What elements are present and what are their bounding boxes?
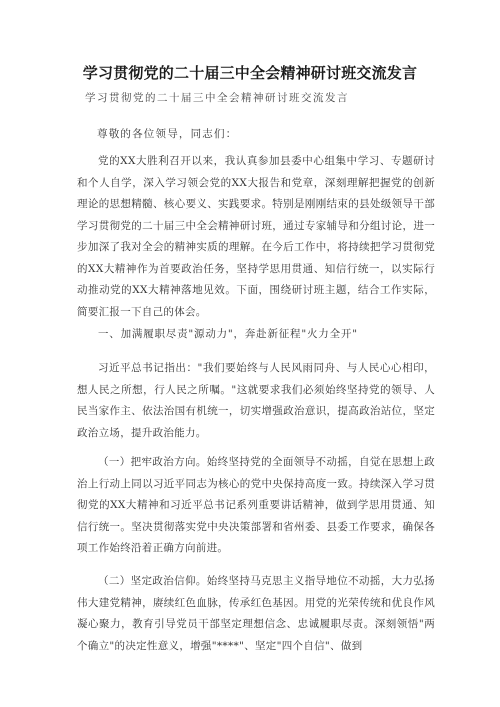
intro-paragraph: 党的XX大胜利召开以来，我认真参加县委中心组集中学习、专题研讨和个人自学，深入学习领会党的XX大报告和党章，深刻理解把握党的创新理论的思想精髓、核心要义、实践要求。特别是刚刚结束的县处级领导干部学习贯彻党的二十届三中全会精神研讨班，通过专家辅导和分组讨论，进一步加深了我对全会的精神实质的理解。在今后工作中，将持续把学习贯彻党的XX大精神作为首要政治任务，坚持学思用贯通、知信行统一，以实际行动推动党的XX大精神落地见效。下面，围绕研讨班主题，结合工作实际，简要汇报一下自己的体会。 — [77, 155, 435, 318]
section-1-paragraph: 习近平总书记指出："我们要始终与人民风雨同舟、与人民心心相印，想人民之所想，行人民之所嘱。"这就要求我们必须始终坚持党的领导、人民当家作主、依法治国有机统一，切实增强政治意识，提高政治站位，坚定政治立场，提升政治能力。 — [77, 362, 435, 439]
salutation: 尊敬的各位领导，同志们： — [97, 128, 238, 140]
point-2-paragraph: （二）坚定政治信仰。始终坚持马克思主义指导地位不动摇，大力弘扬伟大建党精神，赓续红色血脉，传承红色基因。用党的光荣传统和优良作风凝心聚力，教育引导党员干部坚定理想信念、忠诚履职尽责。深刻领悟"两个确立"的决定性意义，增强"****"、坚定"四个自信"、做到 — [77, 575, 435, 652]
document-subtitle: 学习贯彻党的二十届三中全会精神研讨班交流发言 — [85, 92, 349, 104]
document-title: 学习贯彻党的二十届三中全会精神研讨班交流发言 — [82, 64, 418, 82]
point-1-paragraph: （一）把牢政治方向。始终坚持党的全面领导不动摇，自觉在思想上政治上行动上同以习近平同志为核心的党中央保持高度一致。持续深入学习贯彻党的XX大精神和习近平总书记系列重要讲话精神，做到学思用贯通、知信行统一。坚决贯彻落实党中央决策部署和省州委、县委工作要求，确保各项工作始终沿着正确方向前进。 — [77, 456, 435, 554]
section-heading-1: 一、加满履职尽责"源动力"，奔赴新征程"火力全开" — [98, 328, 358, 340]
